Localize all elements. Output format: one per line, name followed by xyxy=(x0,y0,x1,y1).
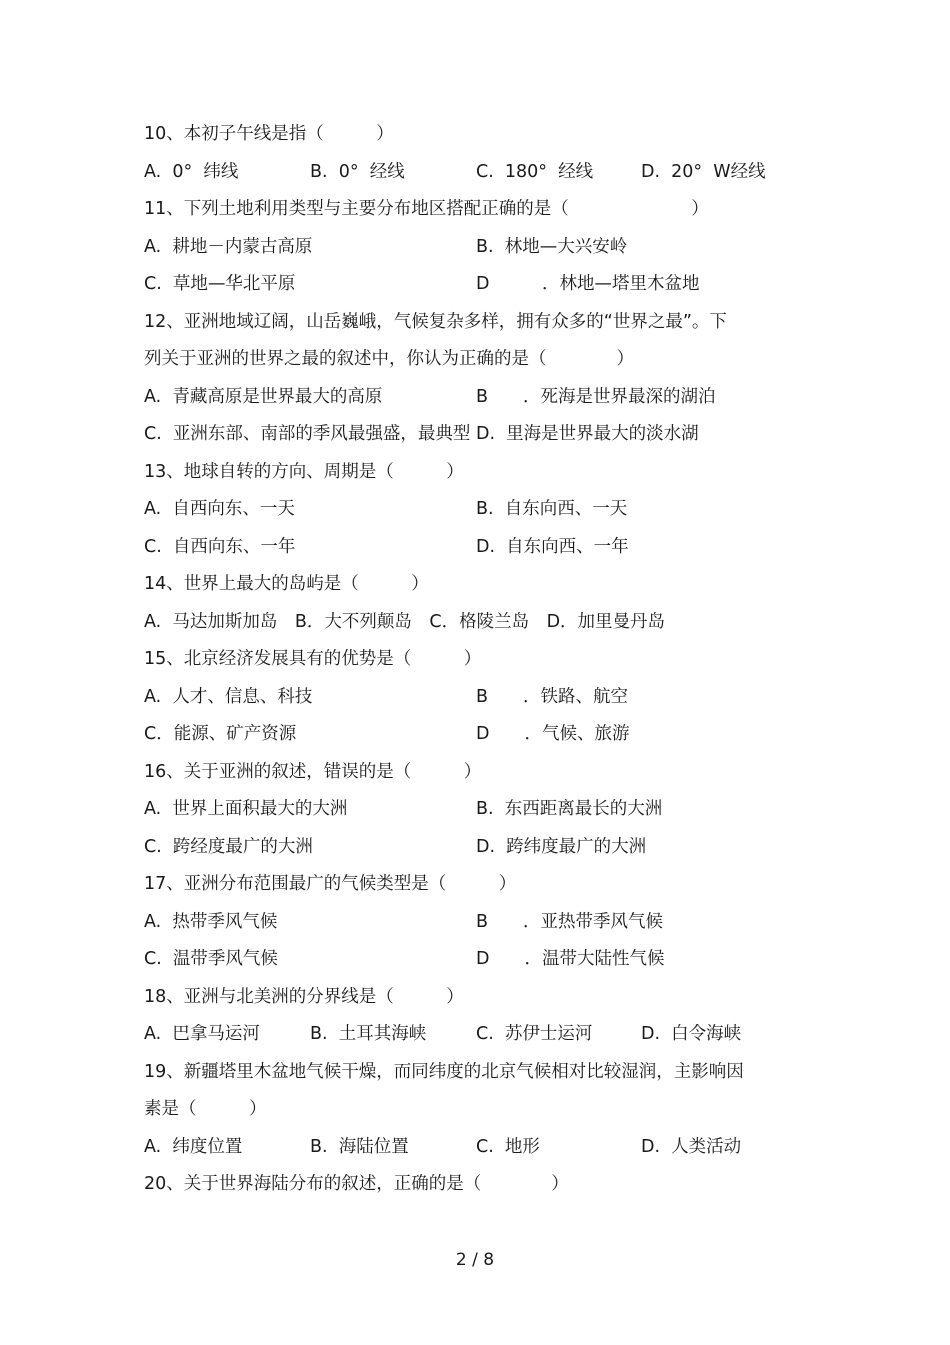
q13-option-c: C. 自西向东、一年 xyxy=(144,536,296,557)
q18-option-c: C. 苏伊士运河 xyxy=(476,1024,593,1044)
q13-option-a: A. 自西向东、一天 xyxy=(144,499,295,519)
q12-stem-line-2: 列关于亚洲的世界之最的叙述中，你认为正确的是（ ） xyxy=(144,349,634,369)
q10-option-a: A. 0° 纬线 xyxy=(144,161,239,182)
page-number: 2 / 8 xyxy=(455,1250,495,1270)
q18-option-d: D. 白令海峡 xyxy=(641,1024,742,1044)
q18-option-b: B. 土耳其海峡 xyxy=(310,1024,427,1044)
q19-stem-line-2: 素是（ ） xyxy=(144,1099,267,1119)
q17-option-d: D ．温带大陆性气候 xyxy=(476,949,665,969)
q19-stem-line-1: 19、新疆塔里木盆地气候干燥，而同纬度的北京气候相对比较湿润，主影响因 xyxy=(144,1061,744,1082)
q14-options: A. 马达加斯加岛 B．大不列颠岛 C．格陵兰岛 D．加里曼丹岛 xyxy=(144,611,666,632)
q16-option-d: D. 跨纬度最广的大洲 xyxy=(476,836,647,857)
q10-stem: 10、本初子午线是指（ ） xyxy=(144,124,394,144)
q13-stem: 13、地球自转的方向、周期是（ ） xyxy=(144,461,464,482)
q16-stem: 16、关于亚洲的叙述，错误的是（ ） xyxy=(144,761,482,782)
q11-option-d: D ．林地—塔里木盆地 xyxy=(476,274,700,294)
q14-stem: 14、世界上最大的岛屿是（ ） xyxy=(144,574,429,594)
q19-option-c: C. 地形 xyxy=(476,1136,540,1157)
q10-option-b: B. 0° 经线 xyxy=(310,161,405,182)
q12-option-d: D. 里海是世界最大的淡水湖 xyxy=(476,424,699,444)
q10-option-c: C. 180° 经线 xyxy=(476,161,594,182)
q11-option-b: B. 林地—大兴安岭 xyxy=(476,236,628,257)
q18-stem: 18、亚洲与北美洲的分界线是（ ） xyxy=(144,986,464,1007)
q16-option-b: B. 东西距离最长的大洲 xyxy=(476,799,663,819)
q12-option-b: B ．死海是世界最深的湖泊 xyxy=(476,386,716,407)
q15-option-c: C．能源、矿产资源 xyxy=(144,724,297,744)
q17-option-b: B ．亚热带季风气候 xyxy=(476,911,664,932)
q12-option-a: A. 青藏高原是世界最大的高原 xyxy=(144,386,383,407)
q17-option-c: C. 温带季风气候 xyxy=(144,949,278,969)
q16-option-c: C. 跨经度最广的大洲 xyxy=(144,836,313,857)
q12-stem-line-1: 12、亚洲地域辽阔，山岳巍峨，气候复杂多样，拥有众多的“世界之最”。下 xyxy=(144,311,727,332)
q17-option-a: A. 热带季风气候 xyxy=(144,911,278,932)
q13-option-d: D. 自东向西、一年 xyxy=(476,536,629,557)
q11-option-c: C. 草地—华北平原 xyxy=(144,274,296,294)
q11-stem: 11、下列土地利用类型与主要分布地区搭配正确的是（ ） xyxy=(144,199,709,219)
q10-option-d: D. 20° W经线 xyxy=(641,161,766,182)
q19-option-b: B. 海陆位置 xyxy=(310,1136,409,1157)
q15-option-d: D ．气候、旅游 xyxy=(476,724,630,744)
q15-stem: 15、北京经济发展具有的优势是（ ） xyxy=(144,649,482,669)
q20-stem: 20、关于世界海陆分布的叙述，正确的是（ ） xyxy=(144,1174,569,1194)
q16-option-a: A. 世界上面积最大的大洲 xyxy=(144,799,348,819)
q12-option-c: C. 亚洲东部、南部的季风最强盛，最典型 xyxy=(144,424,471,444)
q19-option-a: A. 纬度位置 xyxy=(144,1136,243,1157)
q11-option-a: A. 耕地－内蒙古高原 xyxy=(144,236,313,257)
q19-option-d: D. 人类活动 xyxy=(641,1136,742,1157)
q17-stem: 17、亚洲分布范围最广的气候类型是（ ） xyxy=(144,874,517,894)
q13-option-b: B. 自东向西、一天 xyxy=(476,499,628,519)
q18-option-a: A. 巴拿马运河 xyxy=(144,1024,260,1044)
q15-option-b: B ．铁路、航空 xyxy=(476,686,629,707)
q15-option-a: A. 人才、信息、科技 xyxy=(144,686,313,707)
